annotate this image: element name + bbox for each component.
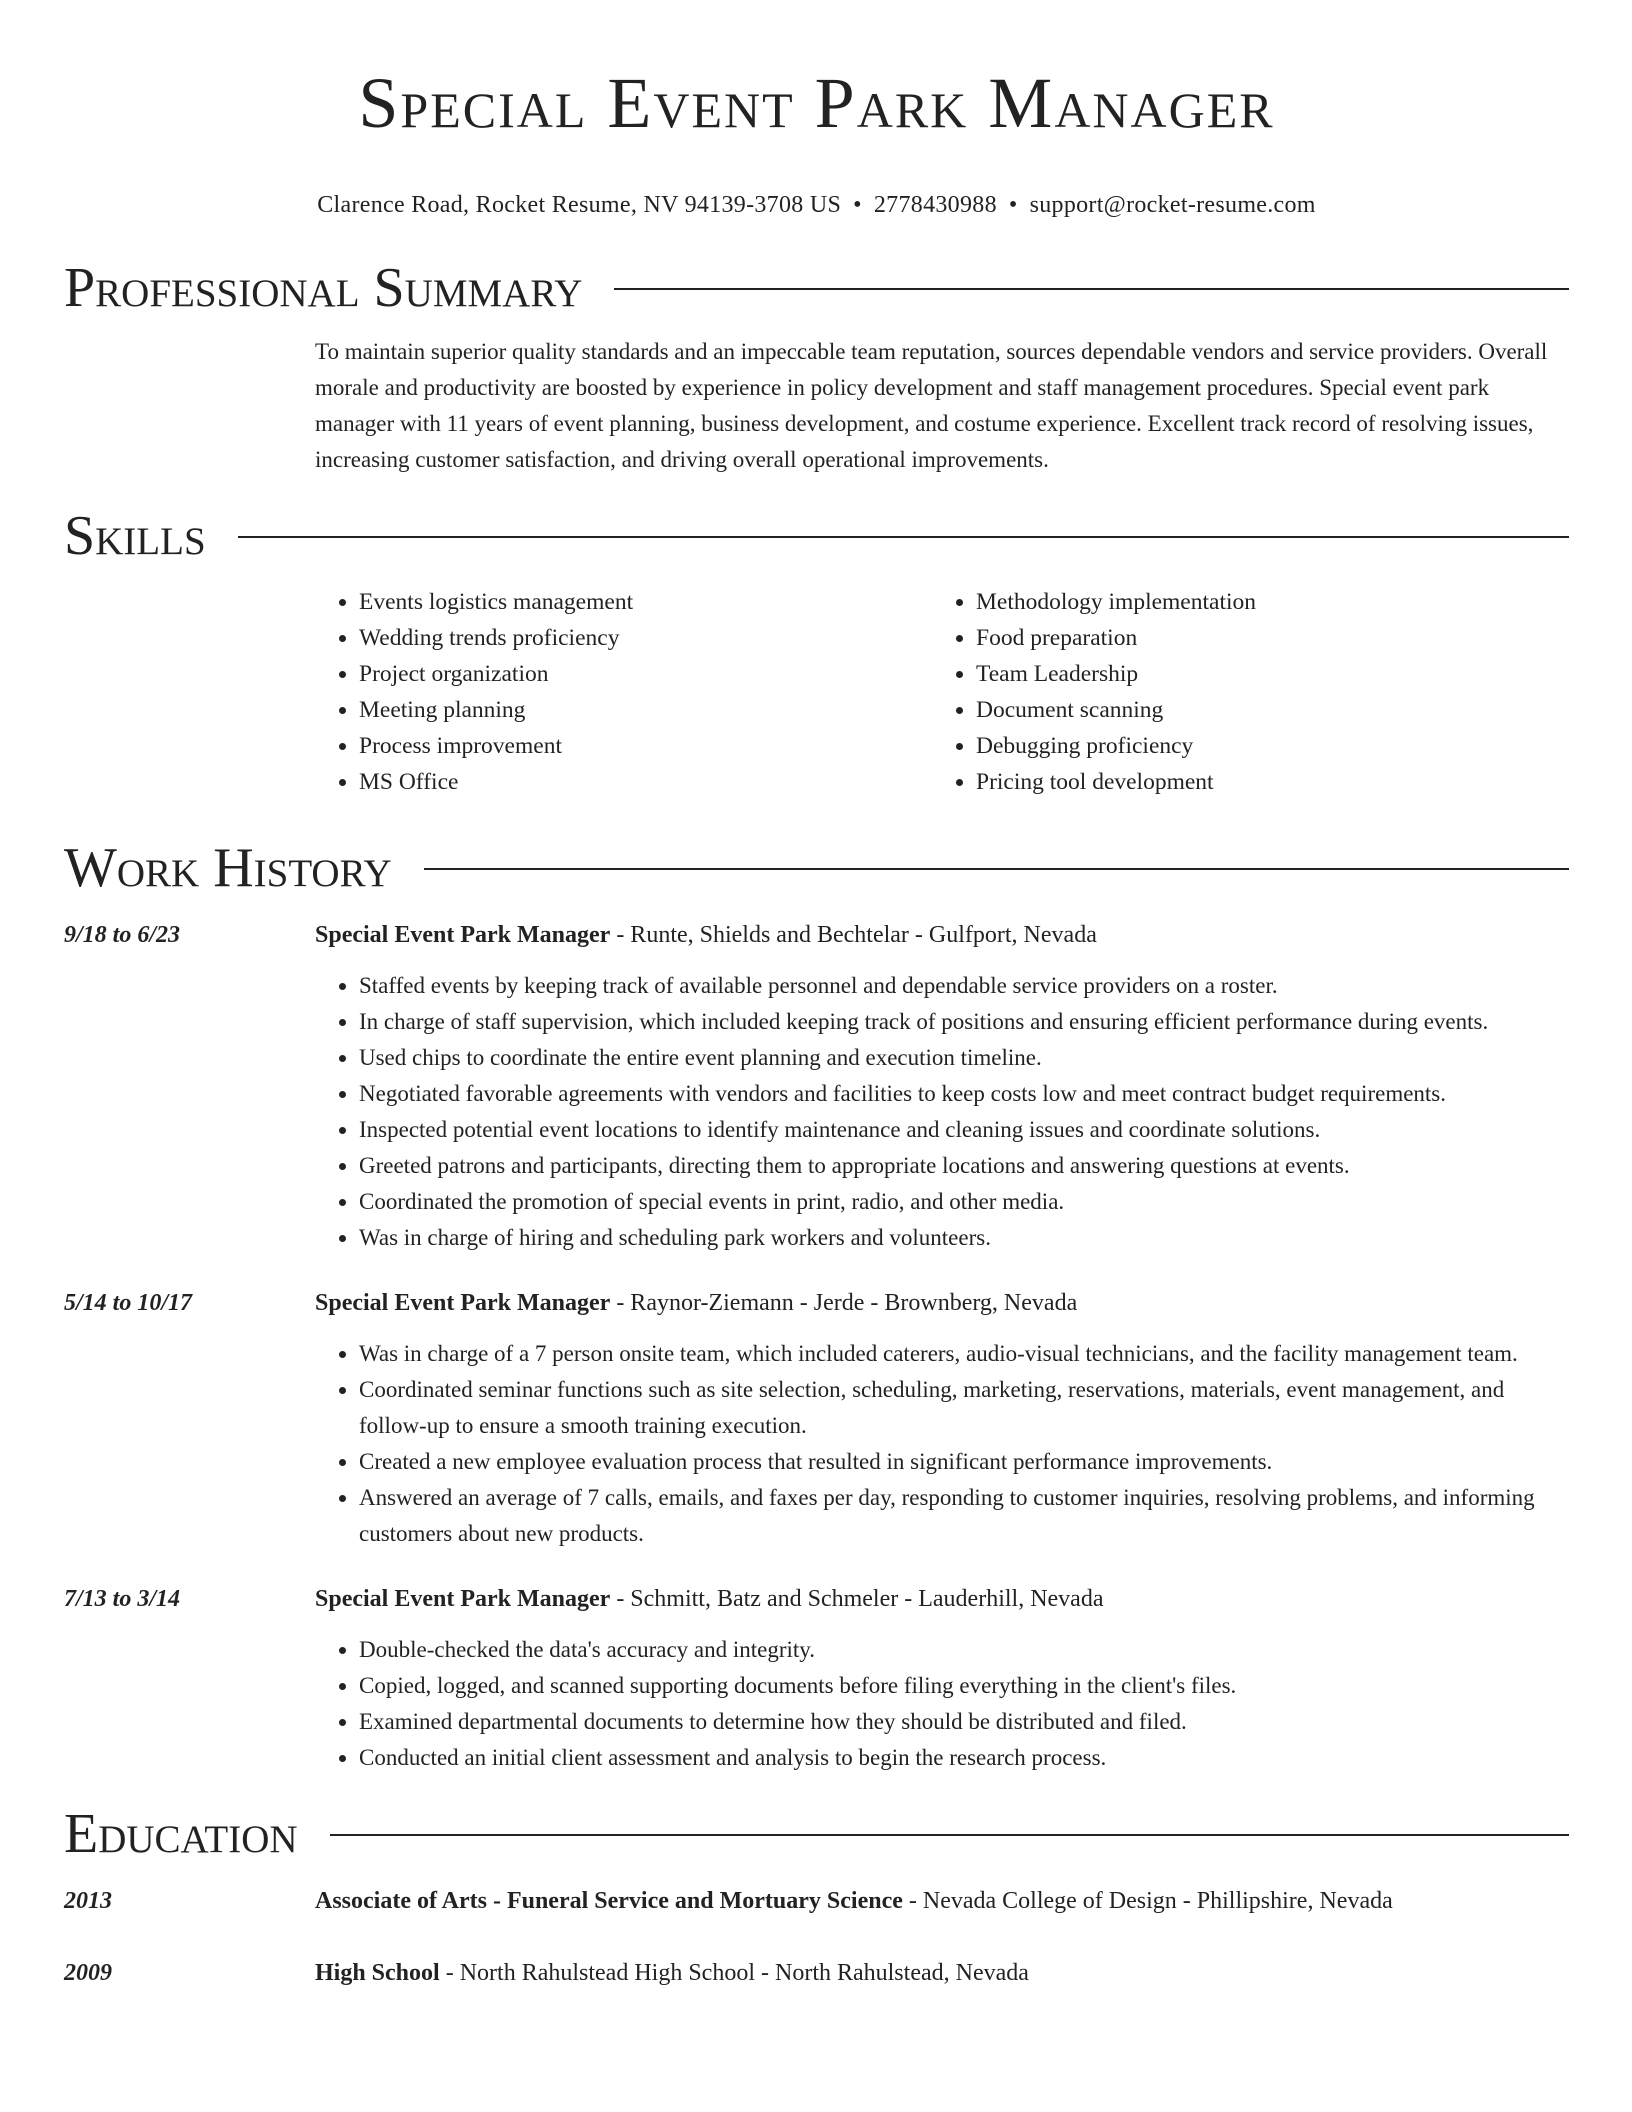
job-bullet: • Was in charge of a 7 person onsite team, which included caterers, audio-visual technicians, and the facility management team. bbox=[359, 1336, 1569, 1372]
section-divider bbox=[424, 868, 1569, 870]
job-bullet: • Inspected potential event locations to identify maintenance and cleaning issues and coordinate solutions. bbox=[359, 1112, 1569, 1148]
skill-item: • Meeting planning bbox=[359, 692, 932, 728]
job-role bbox=[315, 1286, 1077, 1320]
skills-list bbox=[315, 584, 1569, 800]
job-header bbox=[64, 918, 1569, 952]
contact-separator: • bbox=[1008, 192, 1018, 218]
education-degree: Associate of Arts - Funeral Service and Mortuary Science bbox=[315, 1888, 903, 1914]
contact-email: support@rocket-resume.com bbox=[1029, 192, 1316, 218]
job-bullet: • Examined departmental documents to determine how they should be distributed and filed. bbox=[359, 1704, 1569, 1740]
job-bullet: • Used chips to coordinate the entire event planning and execution timeline. bbox=[359, 1040, 1569, 1076]
section-divider bbox=[238, 536, 1569, 538]
skill-item: • Pricing tool development bbox=[976, 764, 1256, 800]
education-section-header bbox=[64, 1803, 1569, 1865]
education-heading: Education bbox=[64, 1803, 298, 1865]
job-bullet: • Double-checked the data's accuracy and integrity. bbox=[359, 1632, 1569, 1668]
skills-heading: Skills bbox=[64, 505, 206, 567]
contact-phone: 2778430988 bbox=[873, 192, 997, 218]
education-entry bbox=[64, 1884, 1569, 1918]
job-employer: - Runte, Shields and Bechtelar - Gulfport, Nevada bbox=[616, 922, 1097, 948]
education-detail bbox=[315, 1956, 1029, 1990]
education-detail bbox=[315, 1884, 1393, 1918]
job-title: Special Event Park Manager bbox=[315, 1290, 611, 1316]
job-bullet: • Coordinated the promotion of special events in print, radio, and other media. bbox=[359, 1184, 1569, 1220]
job-entry bbox=[64, 1286, 1569, 1552]
job-bullets bbox=[315, 1632, 1569, 1776]
job-role bbox=[315, 918, 1097, 952]
education-school: - Nevada College of Design - Phillipshire, Nevada bbox=[908, 1888, 1393, 1914]
job-entry bbox=[64, 918, 1569, 1256]
contact-line bbox=[64, 190, 1569, 220]
skill-item: • Events logistics management bbox=[359, 584, 932, 620]
education-year: 2013 bbox=[64, 1888, 112, 1914]
skill-item: • Document scanning bbox=[976, 692, 1256, 728]
work-heading: Work History bbox=[64, 837, 392, 899]
job-entry bbox=[64, 1582, 1569, 1776]
skills-column-left bbox=[315, 584, 932, 800]
section-divider bbox=[330, 1834, 1569, 1836]
job-title: Special Event Park Manager bbox=[315, 922, 611, 948]
job-bullet: • Copied, logged, and scanned supporting documents before filing everything in the client's files. bbox=[359, 1668, 1569, 1704]
job-header bbox=[64, 1286, 1569, 1320]
job-bullets bbox=[315, 968, 1569, 1256]
job-bullet: • Staffed events by keeping track of available personnel and dependable service providers on a roster. bbox=[359, 968, 1569, 1004]
job-bullet: • Answered an average of 7 calls, emails, and faxes per day, responding to customer inquiries, resolving problems, and informing customers about new products. bbox=[359, 1480, 1569, 1552]
skill-item: • Project organization bbox=[359, 656, 932, 692]
job-dates: 7/13 to 3/14 bbox=[64, 1586, 181, 1612]
summary-section-header bbox=[64, 257, 1569, 319]
job-header bbox=[64, 1582, 1569, 1616]
summary-heading: Professional Summary bbox=[64, 257, 583, 319]
education-entry bbox=[64, 1956, 1569, 1990]
skill-item: • Debugging proficiency bbox=[976, 728, 1256, 764]
resume-title: Special Event Park Manager bbox=[358, 63, 1275, 143]
job-title: Special Event Park Manager bbox=[315, 1586, 611, 1612]
job-bullet: • Was in charge of hiring and scheduling park workers and volunteers. bbox=[359, 1220, 1569, 1256]
job-employer: - Raynor-Ziemann - Jerde - Brownberg, Nevada bbox=[616, 1290, 1078, 1316]
job-role bbox=[315, 1582, 1103, 1616]
job-bullet: • In charge of staff supervision, which included keeping track of positions and ensuring efficient performance during events. bbox=[359, 1004, 1569, 1040]
skill-item: • Wedding trends proficiency bbox=[359, 620, 932, 656]
job-bullets bbox=[315, 1336, 1569, 1552]
skill-item: • Process improvement bbox=[359, 728, 932, 764]
job-bullet: • Created a new employee evaluation process that resulted in significant performance improvements. bbox=[359, 1444, 1569, 1480]
contact-separator: • bbox=[853, 192, 862, 218]
skill-item: • MS Office bbox=[359, 764, 932, 800]
education-school: - North Rahulstead High School - North Rahulstead, Nevada bbox=[445, 1960, 1029, 1986]
job-dates: 5/14 to 10/17 bbox=[64, 1290, 193, 1316]
skill-item: • Team Leadership bbox=[976, 656, 1256, 692]
job-bullet: • Conducted an initial client assessment and analysis to begin the research process. bbox=[359, 1740, 1569, 1776]
skill-item: • Food preparation bbox=[976, 620, 1256, 656]
job-bullet: • Greeted patrons and participants, directing them to appropriate locations and answering questions at events. bbox=[359, 1148, 1569, 1184]
skills-section-header bbox=[64, 505, 1569, 567]
job-dates: 9/18 to 6/23 bbox=[64, 922, 181, 948]
contact-address: Clarence Road, Rocket Resume, NV 94139-3708 US bbox=[317, 192, 842, 218]
job-bullet: • Coordinated seminar functions such as site selection, scheduling, marketing, reservations, materials, event management, and follow-up to ensure a smooth training execution. bbox=[359, 1372, 1569, 1444]
job-bullet: • Negotiated favorable agreements with vendors and facilities to keep costs low and meet contract budget requirements. bbox=[359, 1076, 1569, 1112]
education-degree: High School bbox=[315, 1960, 440, 1986]
skill-item: • Methodology implementation bbox=[976, 584, 1256, 620]
job-employer: - Schmitt, Batz and Schmeler - Lauderhill, Nevada bbox=[616, 1586, 1104, 1612]
education-year: 2009 bbox=[64, 1960, 112, 1986]
skills-column-right bbox=[932, 584, 1256, 800]
section-divider bbox=[614, 288, 1569, 290]
work-section-header bbox=[64, 837, 1569, 899]
summary-text: To maintain superior quality standards and an impeccable team reputation, sources dependable vendors and service providers. Overall morale and productivity are boosted by experience in policy development and staff management procedures. Special event park manager with 11 years of event planning, business development, and costume experience. Excellent track record of resolving issues, increasing customer satisfaction, and driving overall operational improvements. bbox=[315, 339, 1548, 472]
